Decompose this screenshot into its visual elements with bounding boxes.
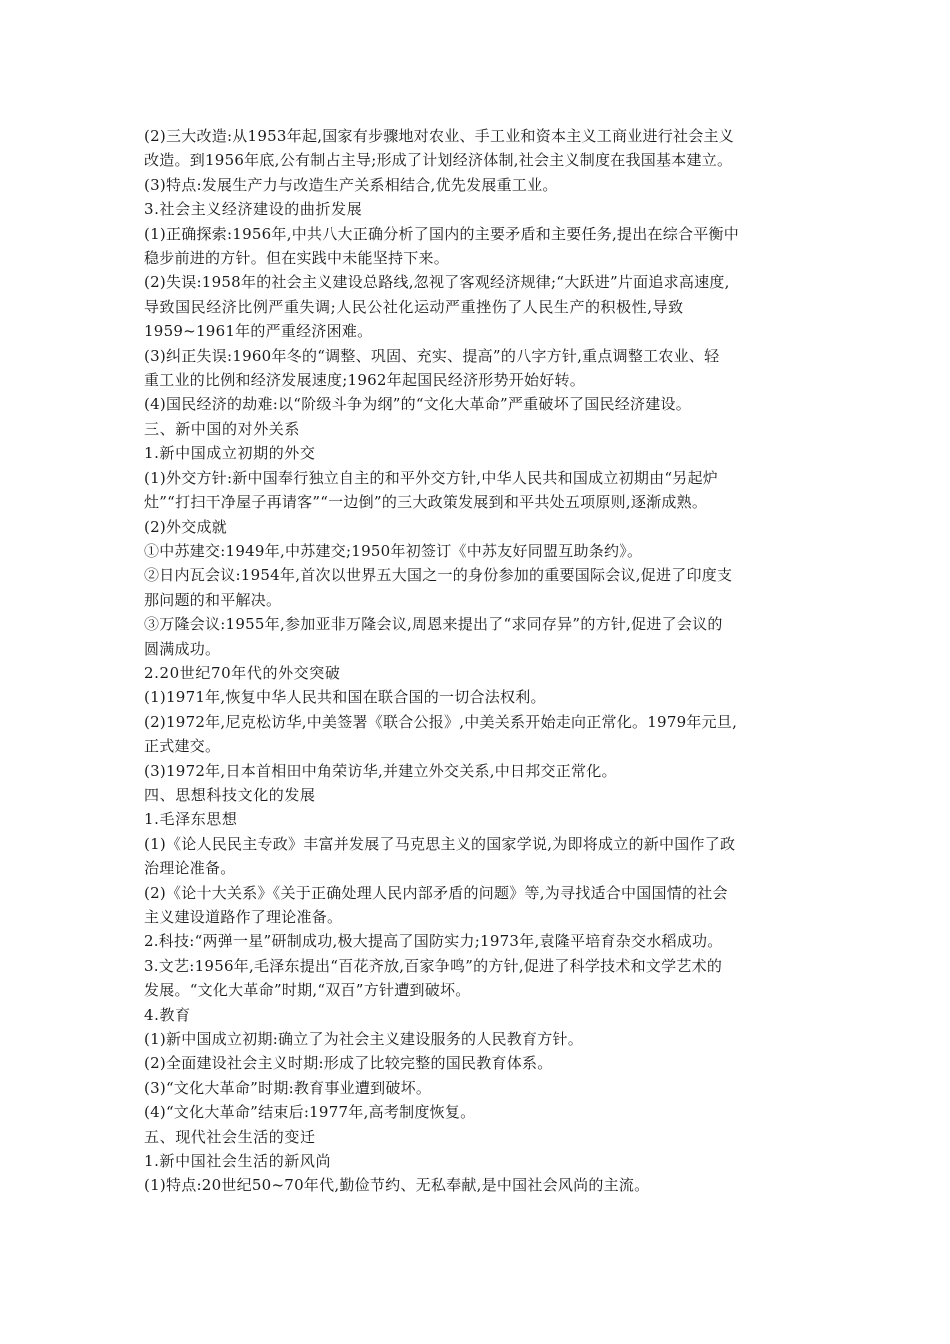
text-line: (2)《论十大关系》《关于正确处理人民内部矛盾的问题》等,为寻找适合中国国情的社会 bbox=[144, 883, 728, 902]
text-line: 治理论准备。 bbox=[144, 859, 236, 878]
text-line: 发展。“文化大革命”时期,“双百”方针遭到破坏。 bbox=[144, 981, 471, 1000]
section-heading: 五、现代社会生活的变迁 bbox=[144, 1127, 316, 1146]
text-line: (4)国民经济的劫难:以“阶级斗争为纲”的“文化大革命”严重破坏了国民经济建设。 bbox=[144, 395, 691, 414]
document-body bbox=[144, 124, 812, 1198]
subsection-heading: 1.新中国成立初期的外交 bbox=[144, 444, 316, 463]
text-line: ③万隆会议:1955年,参加亚非万隆会议,周恩来提出了“求同存异”的方针,促进了会议的 bbox=[144, 615, 723, 634]
text-line: 圆满成功。 bbox=[144, 639, 221, 658]
text-line: (2)失误:1958年的社会主义建设总路线,忽视了客观经济规律;“大跃进”片面追求高速度, bbox=[144, 273, 730, 292]
text-line: ②日内瓦会议:1954年,首次以世界五大国之一的身份参加的重要国际会议,促进了印度支 bbox=[144, 566, 733, 585]
text-line: (2)全面建设社会主义时期:形成了比较完整的国民教育体系。 bbox=[144, 1054, 553, 1073]
text-line: (1)外交方针:新中国奉行独立自主的和平外交方针,中华人民共和国成立初期由“另起炉 bbox=[144, 468, 718, 487]
text-line: (4)“文化大革命”结束后:1977年,高考制度恢复。 bbox=[144, 1103, 476, 1122]
subsection-heading: 1.毛泽东思想 bbox=[144, 810, 238, 829]
text-line: (3)“文化大革命”时期:教育事业遭到破坏。 bbox=[144, 1078, 432, 1097]
text-line: (1)正确探索:1956年,中共八大正确分析了国内的主要矛盾和主要任务,提出在综合平衡中 bbox=[144, 224, 740, 243]
text-line: (1)新中国成立初期:确立了为社会主义建设服务的人民教育方针。 bbox=[144, 1030, 584, 1049]
text-line: (2)三大改造:从1953年起,国家有步骤地对农业、手工业和资本主义工商业进行社会主义 bbox=[144, 127, 734, 145]
text-line: 改造。到1956年底,公有制占主导;形成了计划经济体制,社会主义制度在我国基本建立。 bbox=[144, 151, 733, 170]
subsection-heading: 2.20世纪70年代的外交突破 bbox=[144, 663, 341, 682]
text-line: 3.文艺:1956年,毛泽东提出“百花齐放,百家争鸣”的方针,促进了科学技术和文学艺术的 bbox=[144, 956, 723, 975]
section-heading: 三、新中国的对外关系 bbox=[144, 419, 301, 438]
text-line: 1959~1961年的严重经济困难。 bbox=[144, 322, 373, 341]
subsection-heading: 1.新中国社会生活的新风尚 bbox=[144, 1152, 332, 1171]
text-line: 正式建交。 bbox=[144, 737, 221, 756]
section-heading: 四、思想科技文化的发展 bbox=[144, 785, 316, 804]
text-line: (1)1971年,恢复中华人民共和国在联合国的一切合法权利。 bbox=[144, 688, 546, 707]
text-line: 稳步前进的方针。但在实践中未能坚持下来。 bbox=[144, 249, 450, 268]
text-line: 灶”“打扫干净屋子再请客”“一边倒”的三大政策发展到和平共处五项原则,逐渐成熟。 bbox=[144, 493, 708, 512]
text-line: (2)外交成就 bbox=[144, 517, 227, 536]
text-line: (3)1972年,日本首相田中角荣访华,并建立外交关系,中日邦交正常化。 bbox=[144, 761, 617, 780]
text-line: 主义建设道路作了理论准备。 bbox=[144, 908, 343, 926]
text-line: 2.科技:“两弹一星”研制成功,极大提高了国防实力;1973年,袁隆平培育杂交水稻成功。 bbox=[144, 932, 723, 951]
text-line: 重工业的比例和经济发展速度;1962年起国民经济形势开始好转。 bbox=[144, 371, 585, 390]
text-line: (2)1972年,尼克松访华,中美签署《联合公报》,中美关系开始走向正常化。1979年元旦, bbox=[144, 712, 738, 731]
text-line: (1)《论人民民主专政》丰富并发展了马克思主义的国家学说,为即将成立的新中国作了政 bbox=[144, 834, 736, 853]
text-line: (3)纠正失误:1960年冬的“调整、巩固、充实、提高”的八字方针,重点调整工农业、轻 bbox=[144, 346, 720, 365]
text-line: 那问题的和平解决。 bbox=[144, 590, 282, 609]
section-heading: 3.社会主义经济建设的曲折发展 bbox=[144, 200, 363, 219]
text-line: (3)特点:发展生产力与改造生产关系相结合,优先发展重工业。 bbox=[144, 175, 558, 194]
subsection-heading: 4.教育 bbox=[144, 1005, 191, 1024]
text-line: ①中苏建交:1949年,中苏建交;1950年初签订《中苏友好同盟互助条约》。 bbox=[144, 541, 643, 560]
text-line: 导致国民经济比例严重失调;人民公社化运动严重挫伤了人民生产的积极性,导致 bbox=[144, 297, 684, 316]
text-line: (1)特点:20世纪50~70年代,勤俭节约、无私奉献,是中国社会风尚的主流。 bbox=[144, 1176, 650, 1195]
